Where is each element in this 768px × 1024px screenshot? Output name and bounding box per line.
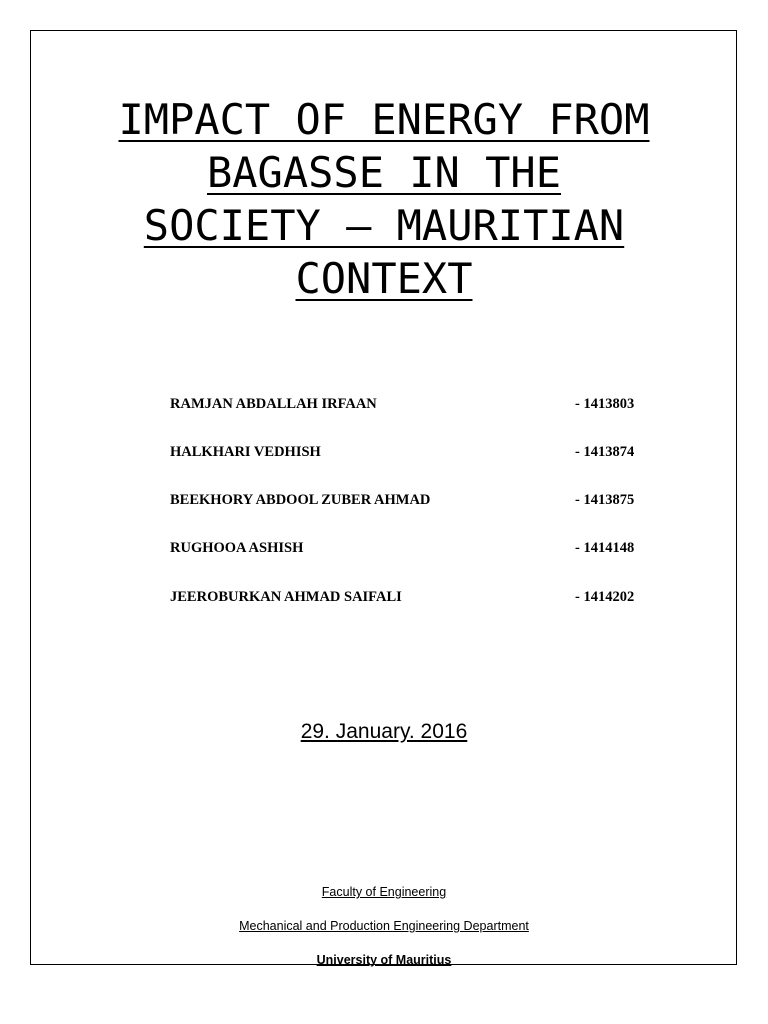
faculty-label: Faculty of Engineering [321,885,447,899]
author-name: RUGHOOA ASHISH [170,540,304,556]
author-id: - 1413875 [575,492,635,508]
author-id: - 1414202 [575,589,635,605]
author-name: BEEKHORY ABDOOL ZUBER AHMAD [170,492,431,508]
author-row [170,589,650,606]
title-line: SOCIETY – MAURITIAN [143,201,625,250]
department-label: Mechanical and Production Engineering Department [239,919,529,933]
author-id: - 1413874 [575,444,635,460]
author-row [170,492,650,509]
author-name: HALKHARI VEDHISH [170,444,321,460]
author-name: JEEROBURKAN AHMAD SAIFALI [170,589,402,605]
author-row [170,396,650,413]
author-row [170,444,650,461]
document-title [0,93,768,305]
author-id: - 1414148 [575,540,635,556]
title-line: CONTEXT [295,254,473,303]
author-row [170,540,650,557]
university-label: University of Mauritius [316,953,452,967]
title-line: IMPACT OF ENERGY FROM [118,95,650,144]
document-date: 29. January. 2016 [300,720,468,743]
title-line: BAGASSE IN THE [206,148,561,197]
author-id: - 1413803 [575,396,635,412]
author-name: RAMJAN ABDALLAH IRFAAN [170,396,377,412]
